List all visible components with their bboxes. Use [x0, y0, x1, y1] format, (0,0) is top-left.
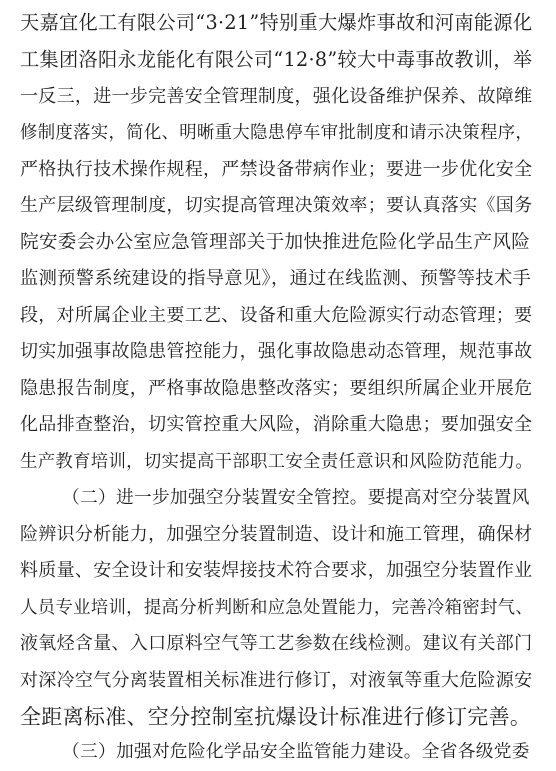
paragraph-line: 对深冷空气分离装置相关标准进行修订，对液氧等重大危险源安: [20, 670, 533, 691]
paragraph-line: 切实加强事故隐患管控能力，强化事故隐患动态管理，规范事故: [20, 341, 533, 362]
paragraph-line: 严格执行技术操作规程，严禁设备带病作业；要进一步优化安全: [20, 159, 533, 180]
paragraph-line: 院安委会办公室应急管理部关于加快推进危险化学品生产风险: [20, 232, 531, 253]
paragraph-line: 一反三，进一步完善安全管理制度，强化设备维护保养、故障维: [20, 86, 533, 107]
paragraph-line: 液氧烃含量、入口原料空气等工艺参数在线检测。建议有关部门: [20, 633, 533, 654]
section-heading-line: （三）加强对危险化学品安全监管能力建设。全省各级党委: [62, 742, 530, 762]
paragraph-line: 天嘉宜化工有限公司“3·21”特别重大爆炸事故和河南能源化: [20, 11, 533, 34]
paragraph-line: 段，对所属企业主要工艺、设备和重大危险源实行动态管理；要: [20, 305, 533, 326]
paragraph-line: 生产教育培训，切实提高干部职工安全责任意识和风险防范能力。: [20, 452, 534, 472]
paragraph-line: 生产层级管理制度，切实提高管理决策效率；要认真落实《国务: [20, 195, 533, 216]
paragraph-line: 人员专业培训，提高分析判断和应急处置能力，完善冷箱密封气、: [20, 598, 534, 618]
paragraph-line: 工集团洛阳永龙能化有限公司“12·8”较大中毒事故教训，举: [20, 48, 533, 71]
section-heading-line: （二）进一步加强空分装置安全管控。要提高对空分装置风: [62, 488, 530, 508]
paragraph-line: 险辨识分析能力，加强空分装置制造、设计和施工管理，确保材: [20, 524, 533, 545]
paragraph-line: 化品排查整治，切实管控重大风险，消除重大隐患；要加强安全: [20, 414, 533, 435]
paragraph-line: 修制度落实，简化、明晰重大隐患停车审批制度和请示决策程序，: [20, 123, 534, 143]
paragraph-line: 监测预警系统建设的指导意见》，通过在线监测、预警等技术手: [20, 268, 532, 289]
paragraph-line: 隐患报告制度，严格事故隐患整改落实；要组织所属企业开展危: [20, 378, 533, 399]
paragraph-line: 料质量、安全设计和安装焊接技术符合要求，加强空分装置作业: [20, 560, 533, 581]
paragraph-line: 全距离标准、空分控制室抗爆设计标准进行修订完善。: [20, 705, 532, 729]
